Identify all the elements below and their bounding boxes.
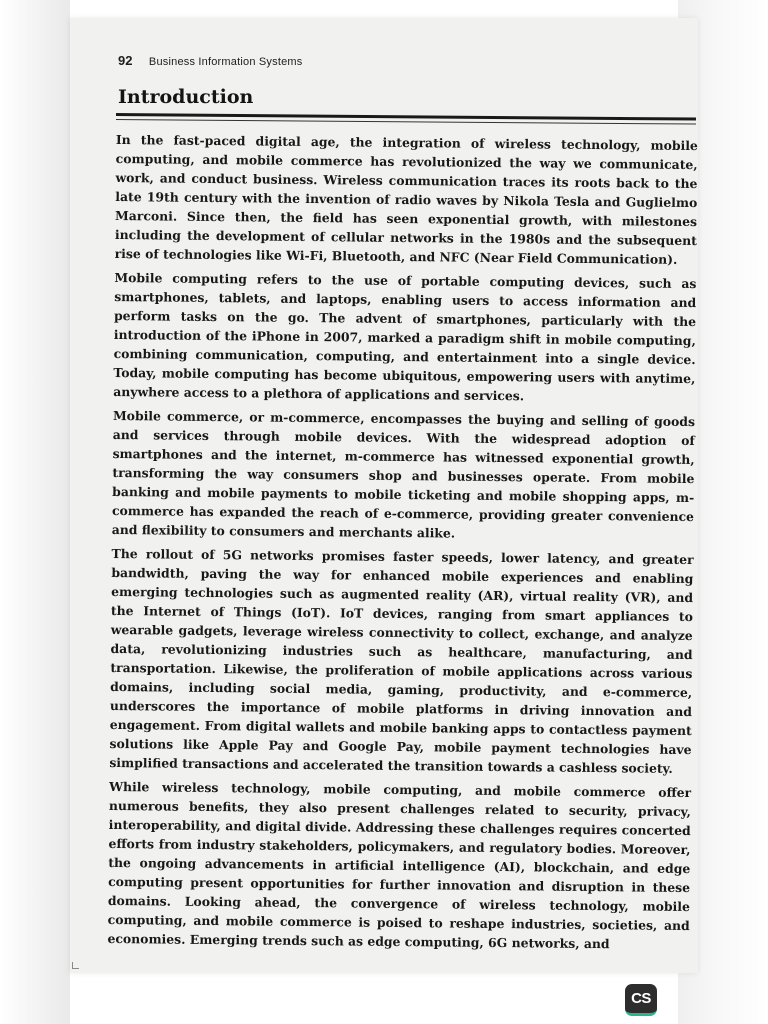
camscanner-badge: CS: [625, 984, 657, 1016]
paragraph-5: While wireless technology, mobile computing, and mobile commerce offer numerous benefits, they also present challenges related to security, privacy, interoperability, and digital divide. Addressing these challenges requires concerted efforts from industry stakeholders, policymakers, and regulatory bodies. Moreover, the ongoing advancements in artificial intelligence (AI), blockchain, and edge computing present opportunities for further innovation and disruption in these domains. Looking ahead, the convergence of wireless technology, mobile computing, and mobile commerce is poised to reshape industries, societies, and economies. Emerging trends such as edge computing, 6G networks, and: [107, 778, 692, 952]
paragraph-3: Mobile commerce, or m-commerce, encompasses the buying and selling of goods and services through mobile devices. With the widespread adoption of smartphones and the internet, m-commerce has witnessed exponential growth, transforming the way consumers shop and businesses operate. From mobile banking and mobile payments to mobile ticketing and mobile shopping apps, m-commerce has expanded the reach of e-commerce, providing greater convenience and flexibility to consumers and merchants alike.: [111, 407, 696, 541]
running-head: [118, 52, 302, 70]
book-title: Business Information Systems: [148, 56, 303, 68]
background-left: [0, 0, 70, 1024]
page-corner-mark: [72, 962, 79, 969]
book-page: [70, 18, 698, 973]
paragraph-4: The rollout of 5G networks promises faster speeds, lower latency, and greater bandwidth, paving the way for enhanced mobile experiences and enabling emerging technologies such as augmented reality (AR), virtual reality (VR), and the Internet of Things (IoT). IoT devices, ranging from smart appliances to wearable gadgets, leverage wireless connectivity to collect, exchange, and analyze data, revolutionizing industries such as healthcare, manufacturing, and transportation. Likewise, the proliferation of mobile applications across various domains, including social media, gaming, productivity, and e-commerce, underscores the importance of mobile platforms in driving innovation and engagement. From digital wallets and mobile banking apps to contactless payment solutions like Apple Pay and Google Pay, mobile payment technologies have simplified transactions and accelerated the transition towards a cashless society.: [109, 545, 694, 776]
body-text: [107, 130, 698, 959]
paragraph-1: In the fast-paced digital age, the integration of wireless technology, mobile computing, and mobile commerce has revolutionized the way we communicate, work, and conduct business. Wireless communication traces its roots back to the late 19th century with the invention of radio waves by Nikola Tesla and Guglielmo Marconi. Since then, the field has seen exponential growth, with milestones including the development of cellular networks in the 1980s and the subsequent rise of technologies like Wi-Fi, Bluetooth, and NFC (Near Field Communication).: [114, 131, 698, 267]
paragraph-2: Mobile computing refers to the use of portable computing devices, such as smartphones, tablets, and laptops, enabling users to access information and perform tasks on the go. The advent of smartphones, particularly with the introduction of the iPhone in 2007, marked a paradigm shift in mobile computing, combining communication, computing, and entertainment into a single device. Today, mobile computing has become ubiquitous, empowering users with anytime, anywhere access to a plethora of applications and services.: [113, 269, 697, 404]
section-title: Introduction: [118, 86, 254, 108]
page-number: 92: [118, 53, 133, 68]
